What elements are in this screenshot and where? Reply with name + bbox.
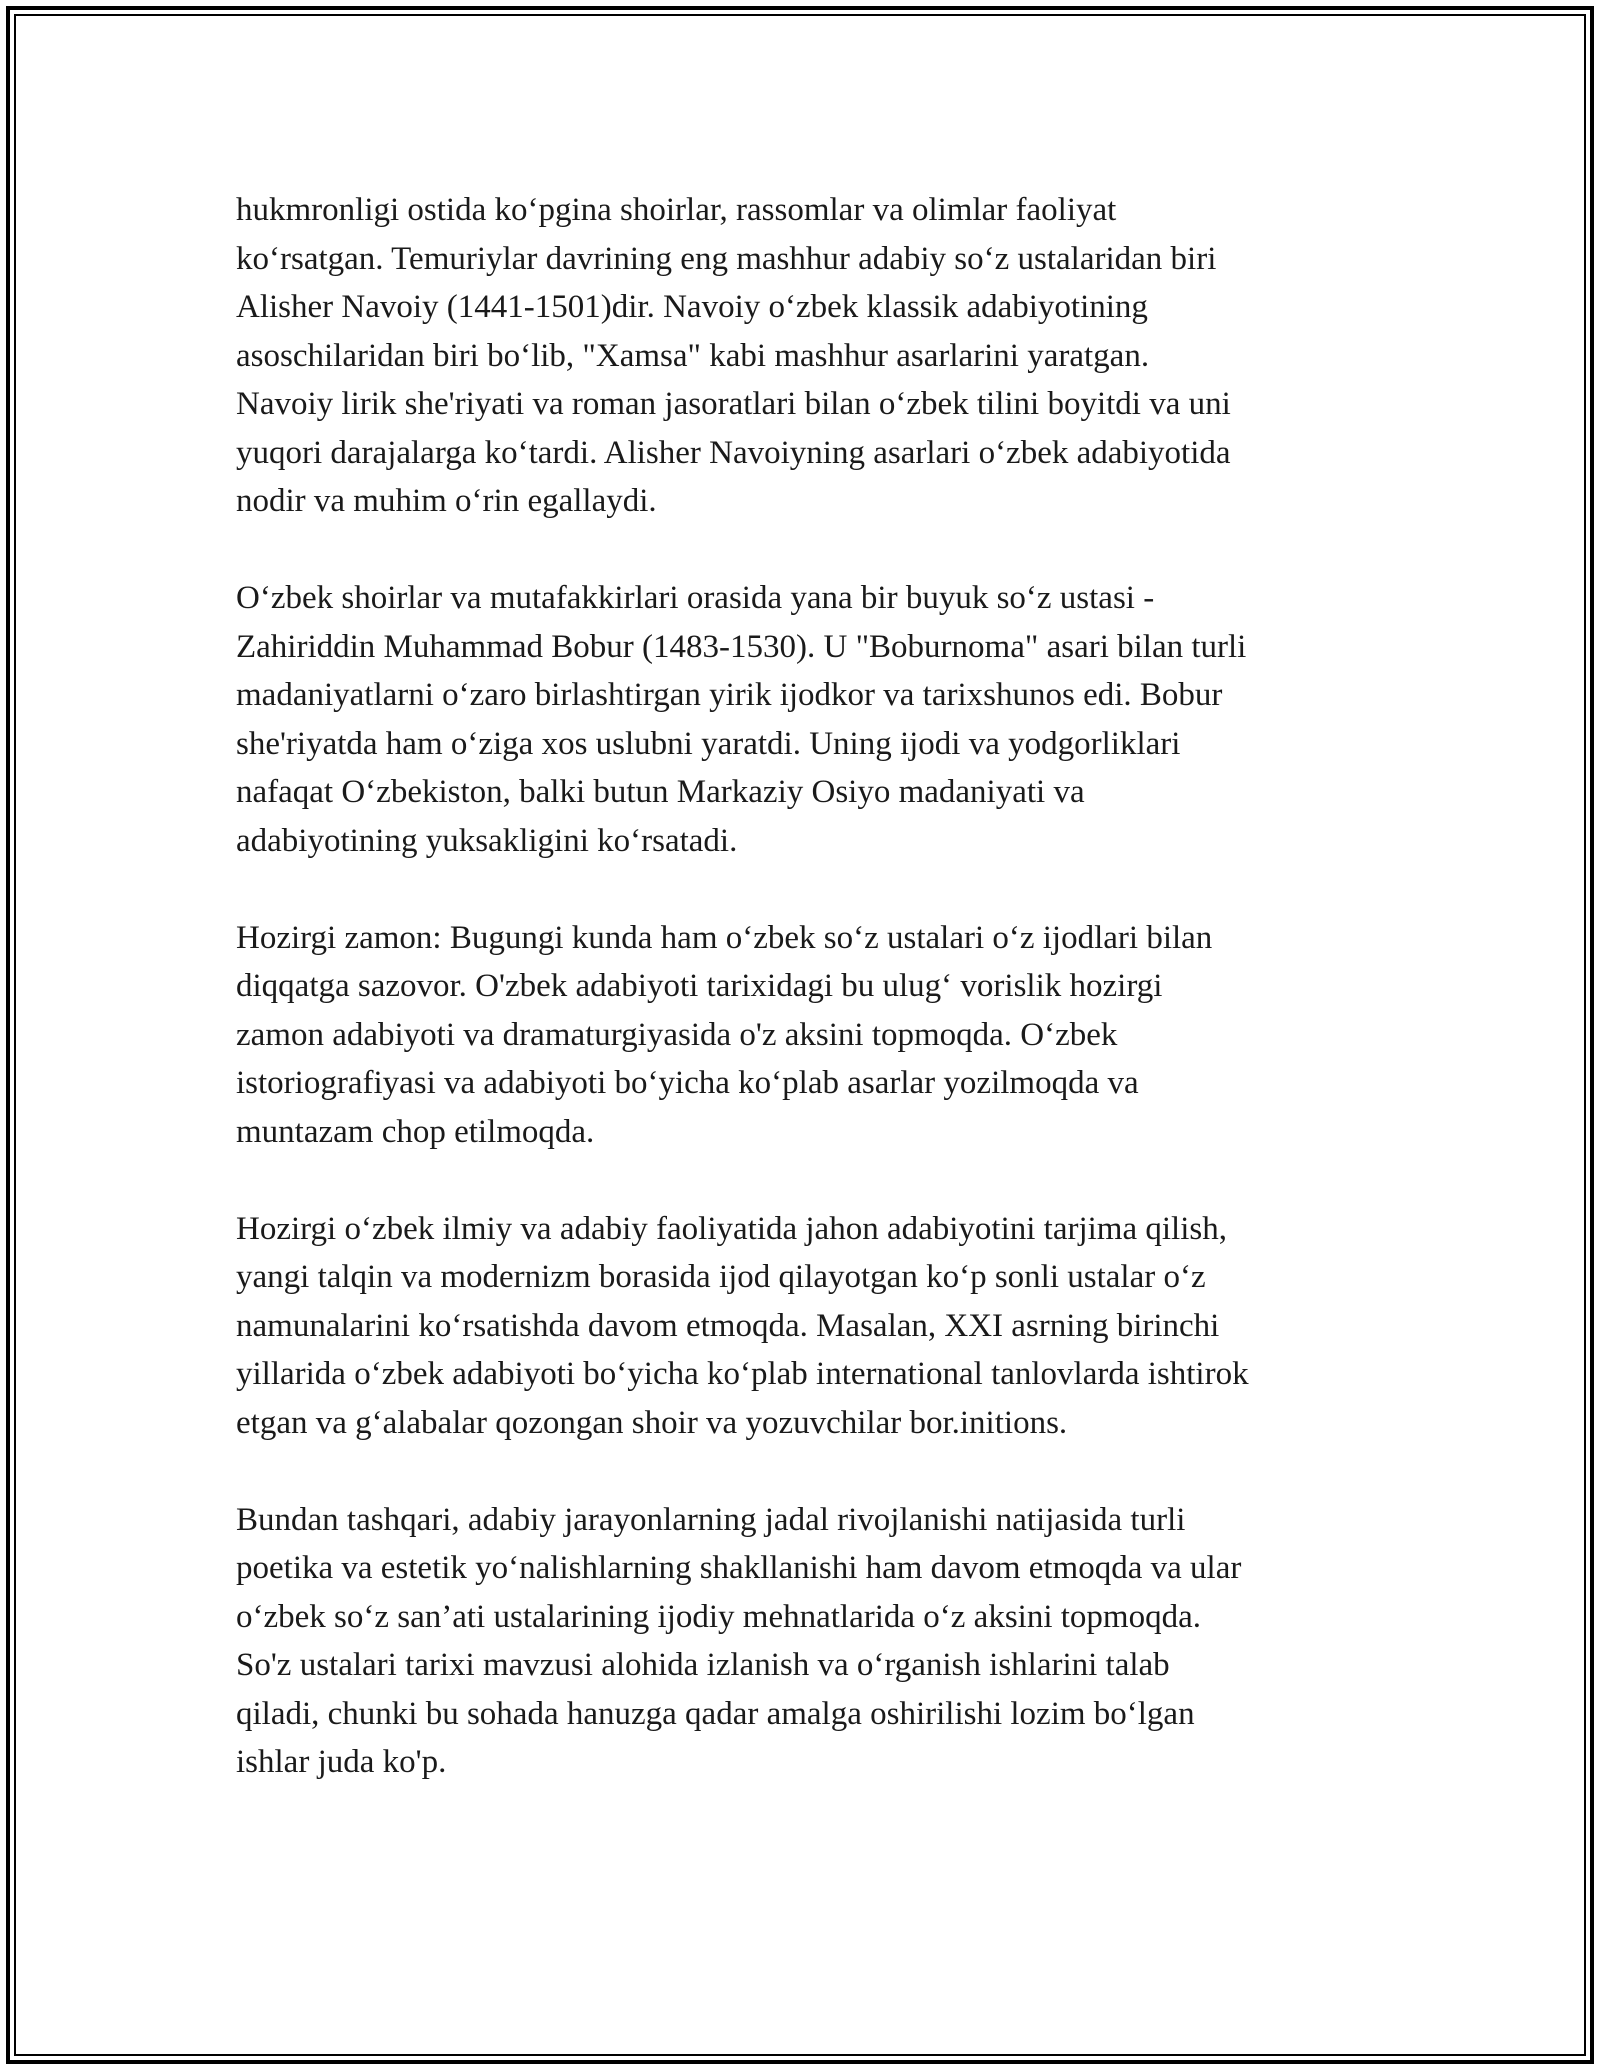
document-body <box>236 186 1396 1835</box>
paragraph-modern-era: Hozirgi zamon: Bugungi kunda ham oʻzbek soʻz ustalari oʻz ijodlari bilan diqqatga sazovor. O'zbek adabiyoti tarixidagi bu ulugʻ vorislik hozirgi zamon adabiyoti va dramaturgiyasida o'z aksini topmoqda. Oʻzbek istoriografiyasi va adabiyoti boʻyicha koʻplab asarlar yozilmoqda va muntazam chop etilmoqda. <box>236 919 1213 1150</box>
paragraph-literary-trends: Bundan tashqari, adabiy jarayonlarning jadal rivojlanishi natijasida turli poetika va estetik yoʻnalishlarning shakllanishi ham davom etmoqda va ular oʻzbek soʻz san’ati ustalarining ijodiy mehnatlarida oʻz aksini topmoqda. So'z ustalari tarixi mavzusi alohida izlanish va oʻrganish ishlarini talab qiladi, chunki bu sohada hanuzga qadar amalga oshirilishi lozim boʻlgan ishlar juda ko'p. <box>236 1501 1242 1780</box>
paragraph-translation-activity: Hozirgi oʻzbek ilmiy va adabiy faoliyatida jahon adabiyotini tarjima qilish, yangi talqin va modernizm borasida ijod qilayotgan koʻp sonli ustalar oʻz namunalarini koʻrsatishda davom etmoqda. Masalan, XXI asrning birinchi yillarida oʻzbek adabiyoti boʻyicha koʻplab international tanlovlarda ishtirok etgan va gʻalabalar qozongan shoir va yozuvchilar bor.initions. <box>236 1210 1249 1441</box>
paragraph-bobur: Oʻzbek shoirlar va mutafakkirlari orasida yana bir buyuk soʻz ustasi - Zahiriddin Muhammad Bobur (1483-1530). U "Boburnoma" asari bilan turli madaniyatlarni oʻzaro birlashtirgan yirik ijodkor va tarixshunos edi. Bobur she'riyatda ham oʻziga xos uslubni yaratdi. Uning ijodi va yodgorliklari nafaqat Oʻzbekiston, balki butun Markaziy Osiyo madaniyati va adabiyotining yuksakligini koʻrsatadi. <box>236 580 1247 859</box>
paragraph-navoiy: hukmronligi ostida koʻpgina shoirlar, rassomlar va olimlar faoliyat koʻrsatgan. Temuriylar davrining eng mashhur adabiy soʻz ustalaridan biri Alisher Navoiy (1441-1501)dir. Navoiy oʻzbek klassik adabiyotining asoschilaridan biri boʻlib, "Xamsa" kabi mashhur asarlarini yaratgan. Navoiy lirik she'riyati va roman jasoratlari bilan oʻzbek tilini boyitdi va uni yuqori darajalarga koʻtardi. Alisher Navoiyning asarlari oʻzbek adabiyotida nodir va muhim oʻrin egallaydi. <box>236 192 1231 519</box>
